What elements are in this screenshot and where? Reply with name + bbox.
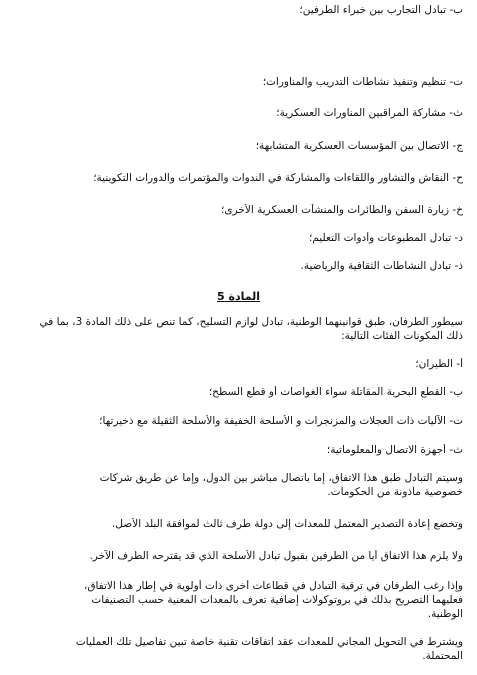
paragraph-no-obligation: ولا يلزم هذا الاتفاق أيا من الطرفين بقبول تبادل الأسلحة الذي قد يقترحه الطرف الآخر. — [89, 550, 463, 562]
paragraph-free-transfer-line-1: ويشترط في التحويل المجاني للمعدات عقد اتفاقات تقنية خاصة تبين تفاصيل تلك العمليات — [75, 636, 463, 648]
list-item-tha: ث- مشاركة المراقبين المناورات العسكرية؛ — [276, 107, 463, 119]
list-item-ba: ب- تبادل التجارب بين خبراء الطرفين؛ — [299, 4, 463, 16]
list-item-kha: خ- زيارة السفن والطائرات والمنشآت العسكرية الأخرى؛ — [221, 204, 463, 216]
list-item-tha-2: ث- أجهزة الاتصال والمعلوماتية؛ — [326, 444, 463, 456]
list-item-ba-2: ب- القطع البحرية المقاتلة سواء الغواصات أو قطع السطح؛ — [208, 386, 463, 398]
list-item-jim: ج- الاتصال بين المؤسسات العسكرية المتشابهة؛ — [255, 140, 463, 152]
paragraph-reexport: وتخضع إعادة التصدير المعتمل للمعدات إلى دولة طرف ثالث لموافقة البلد الأصل. — [112, 518, 463, 530]
article-intro-line-2: ذلك المكونات الفئات التالية: — [341, 330, 463, 342]
paragraph-protocols-line-1: وإذا رغب الطرفان في ترقية التبادل في قطاعات أخرى ذات أولوية في إطار هذا الاتفاق، — [83, 580, 463, 592]
list-item-ha: ح- النقاش والتشاور واللقاءات والمشاركة في الندوات والمؤتمرات والدورات التكوينية؛ — [93, 172, 463, 184]
paragraph-exchange-line-1: وسيتم التبادل طبق هذا الاتفاق، إما باتصال مباشر بين الدول، وإما عن طريق شركات — [99, 472, 463, 484]
paragraph-exchange-line-2: خصوصية مأذونة من الحكومات. — [327, 486, 463, 498]
list-item-dhal: ذ- تبادل النشاطات الثقافية والرياضية. — [300, 260, 463, 272]
list-item-alif: أ- الطيران؛ — [415, 358, 463, 370]
paragraph-protocols-line-3: الوطنية. — [427, 608, 463, 620]
article-heading: المادة 5 — [216, 290, 261, 303]
paragraph-protocols-line-2: فعليهما التصريح بذلك في بروتوكولات إضافية تعرف بالمعدات المعنية حسب التصنيفات — [91, 594, 463, 606]
list-item-ta-2: ت- الآليات ذات العجلات والمزنجرات و الأسلحة الخفيفة والأسلحة الثقيلة مع ذخيرتها؛ — [99, 415, 463, 427]
article-intro-line-1: سيطور الطرفان، طبق قوانينهما الوطنية، تبادل لوازم التسليح، كما تنص على ذلك المادة 3، بما في — [39, 316, 463, 328]
paragraph-free-transfer-line-2: المحتملة. — [422, 650, 463, 662]
list-item-ta: ت- تنظيم وتنفيذ نشاطات التدريب والمناورات؛ — [262, 76, 463, 88]
list-item-dal: د- تبادل المطبوعات وأدوات التعليم؛ — [308, 232, 463, 244]
